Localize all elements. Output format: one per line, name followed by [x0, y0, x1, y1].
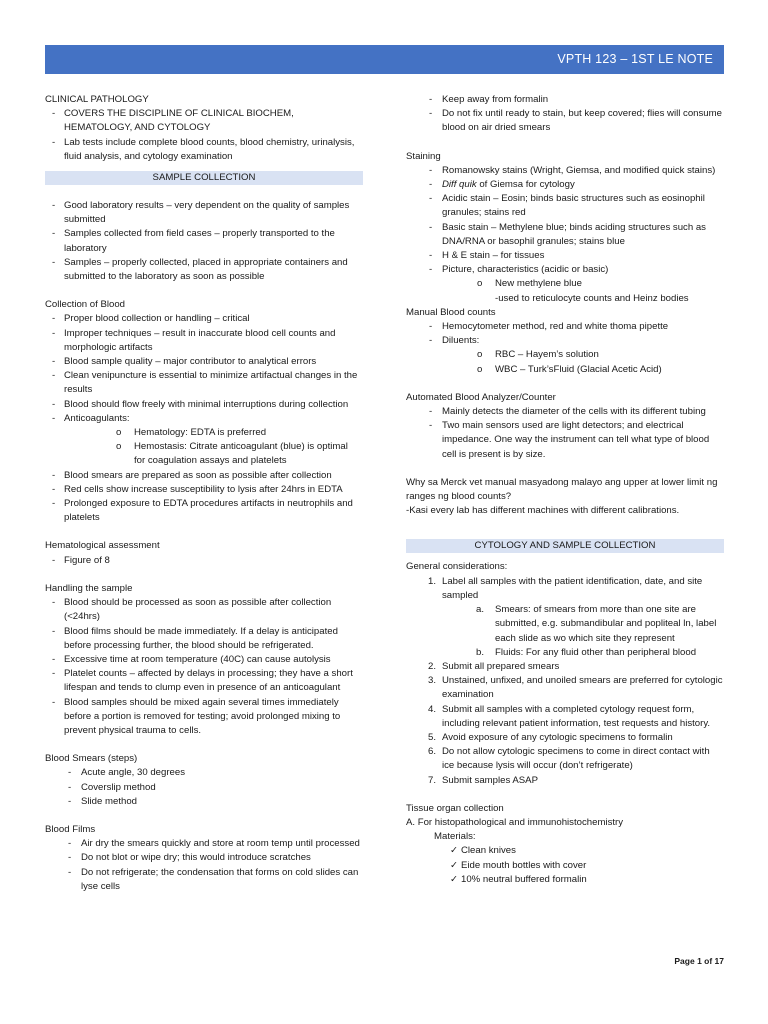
check-item: ✓ 10% neutral buffered formalin: [406, 873, 724, 887]
list-item: - Good laboratory results – very dependent on the quality of samples submitted: [45, 199, 363, 227]
list-item: - Excessive time at room temperature (40C) can cause autolysis: [45, 653, 363, 667]
list-item: - Keep away from formalin: [406, 93, 724, 107]
left-column: [45, 93, 363, 894]
blood-films-heading: Blood Films: [45, 823, 96, 835]
numbered-item: 1. Label all samples with the patient identification, date, and site sampled: [428, 575, 703, 601]
hematological-assessment-heading: Hematological assessment: [45, 540, 160, 552]
list-item: - Blood should flow freely with minimal interruptions during collection: [45, 398, 363, 412]
answer-text: -Kasi every lab has different machines with different calibrations.: [406, 505, 680, 517]
sub-list-item: o WBC – Turk’sFluid (Glacial Acetic Acid): [406, 363, 724, 377]
document-title: VPTH 123 – 1ST LE NOTE: [557, 52, 713, 66]
list-item: - Platelet counts – affected by delays in processing; they have a short lifespan and tends to clump even in presence of an anticoagulant: [45, 667, 363, 695]
list-item: [406, 178, 724, 192]
sub-list-item: o Hematology: EDTA is preferred: [45, 426, 363, 440]
general-considerations-heading: General considerations:: [406, 561, 508, 573]
check-item: ✓ Eide mouth bottles with cover: [406, 859, 724, 873]
automated-heading: Automated Blood Analyzer/Counter: [406, 391, 556, 403]
list-item: - Figure of 8: [45, 554, 363, 568]
list-item: - Blood films should be made immediately. If a delay is anticipated before processing further, the blood should be refrigerated.: [45, 625, 363, 653]
list-item: - Picture, characteristics (acidic or basic): [406, 263, 724, 277]
list-item: - Acute angle, 30 degrees: [45, 766, 363, 780]
list-item: - Samples collected from field cases – properly transported to the laboratory: [45, 227, 363, 255]
list-item: - Acidic stain – Eosin; binds basic structures such as eosinophil granules; stains red: [406, 192, 724, 220]
numbered-item: 3. Unstained, unfixed, and unoiled smears are preferred for cytologic examination: [428, 675, 723, 701]
numbered-item: 5. Avoid exposure of any cytologic specimens to formalin: [428, 731, 673, 743]
list-item: - Mainly detects the diameter of the cells with its different tubing: [406, 405, 724, 419]
page-number: Page 1 of 17: [674, 956, 724, 966]
tissue-line-a: A. For histopathological and immunohistochemistry: [406, 816, 624, 828]
list-item: - Coverslip method: [45, 781, 363, 795]
list-item: - Blood smears are prepared as soon as possible after collection: [45, 469, 363, 483]
numbered-item: 7. Submit samples ASAP: [428, 774, 538, 786]
sample-collection-band: SAMPLE COLLECTION: [45, 171, 363, 185]
list-item: - H & E stain – for tissues: [406, 249, 724, 263]
lettered-item: b. Fluids: For any fluid other than peripheral blood: [476, 646, 697, 658]
tissue-heading: Tissue organ collection: [406, 802, 504, 814]
list-item: - Prolonged exposure to EDTA procedures artifacts in neutrophils and platelets: [45, 497, 363, 525]
sub-note: -used to reticulocyte counts and Heinz bodies: [495, 292, 689, 304]
sub-list-item: o RBC – Hayem’s solution: [406, 348, 724, 362]
diff-quik-text: Diff quik: [442, 179, 477, 191]
handling-sample-heading: Handling the sample: [45, 582, 133, 594]
list-item: - Anticoagulants:: [45, 412, 363, 426]
list-item: - Air dry the smears quickly and store at room temp until processed: [45, 837, 363, 851]
list-item: - Diluents:: [406, 334, 724, 348]
collection-of-blood-heading: Collection of Blood: [45, 299, 125, 311]
list-item: - Red cells show increase susceptibility to lysis after 24hrs in EDTA: [45, 483, 363, 497]
list-item: - Clean venipuncture is essential to minimize artifactual changes in the results: [45, 369, 363, 397]
list-item: - Blood should be processed as soon as possible after collection (<24hrs): [45, 596, 363, 624]
question-text: Why sa Merck vet manual masyadong malayo ang upper at lower limit ng ranges ng blood counts?: [406, 476, 718, 503]
sub-list-item: o New methylene blue: [406, 277, 724, 291]
list-item: - Romanowsky stains (Wright, Giemsa, and modified quick stains): [406, 164, 724, 178]
blood-smears-heading: Blood Smears (steps): [45, 753, 138, 765]
list-item: - Improper techniques – result in inaccurate blood cell counts and morphologic artifacts: [45, 327, 363, 355]
lettered-item: a. Smears: of smears from more than one site are submitted, e.g. submandibular and popliteal ln, label each slide as wo which site they represent: [476, 604, 717, 644]
clinical-pathology-heading: CLINICAL PATHOLOGY: [45, 94, 149, 105]
diff-quik-rest: of Giemsa for cytology: [476, 179, 575, 191]
list-item: - COVERS THE DISCIPLINE OF CLINICAL BIOCHEM, HEMATOLOGY, AND CYTOLOGY: [45, 107, 363, 135]
list-item: - Basic stain – Methylene blue; binds aciding structures such as DNA/RNA or basophil granules; stains blue: [406, 221, 724, 249]
materials-label: Materials:: [434, 831, 476, 843]
list-item: - Hemocytometer method, red and white thoma pipette: [406, 320, 724, 334]
cytology-band: CYTOLOGY AND SAMPLE COLLECTION: [406, 539, 724, 553]
manual-counts-heading: Manual Blood counts: [406, 306, 496, 318]
check-item: ✓ Clean knives: [406, 844, 724, 858]
numbered-item: 2. Submit all prepared smears: [428, 660, 560, 672]
sub-list-item: o Hemostasis: Citrate anticoagulant (blue) is optimal for coagulation assays and platelets: [45, 440, 363, 468]
list-item: - Do not fix until ready to stain, but keep covered; flies will consume blood on air dried smears: [406, 107, 724, 135]
staining-heading: Staining: [406, 150, 441, 162]
list-item: - Do not refrigerate; the condensation that forms on cold slides can lyse cells: [45, 866, 363, 894]
list-item: - Proper blood collection or handling – critical: [45, 312, 363, 326]
list-item: - Blood sample quality – major contributor to analytical errors: [45, 355, 363, 369]
list-item: - Samples – properly collected, placed in appropriate containers and submitted to the laboratory as soon as possible: [45, 256, 363, 284]
list-item: - Two main sensors used are light detectors; and electrical impedance. One way the instrument can tell what type of blood cell is present is by size.: [406, 419, 724, 462]
list-item: - Lab tests include complete blood counts, blood chemistry, urinalysis, fluid analysis, and cytology examination: [45, 136, 363, 164]
numbered-item: 6. Do not allow cytologic specimens to come in direct contact with ice because lysis will occur (don’t refrigerate): [428, 746, 710, 772]
list-item: - Slide method: [45, 795, 363, 809]
list-item: - Do not blot or wipe dry; this would introduce scratches: [45, 851, 363, 865]
right-column: [406, 93, 724, 887]
header-bar: [45, 45, 724, 74]
numbered-item: 4. Submit all samples with a completed cytology request form, including relevant patient information, test requests and history.: [428, 703, 711, 729]
list-item: - Blood samples should be mixed again several times immediately before a portion is removed for testing; avoid prolonged mixing to prevent physical trauma to cells.: [45, 696, 363, 739]
